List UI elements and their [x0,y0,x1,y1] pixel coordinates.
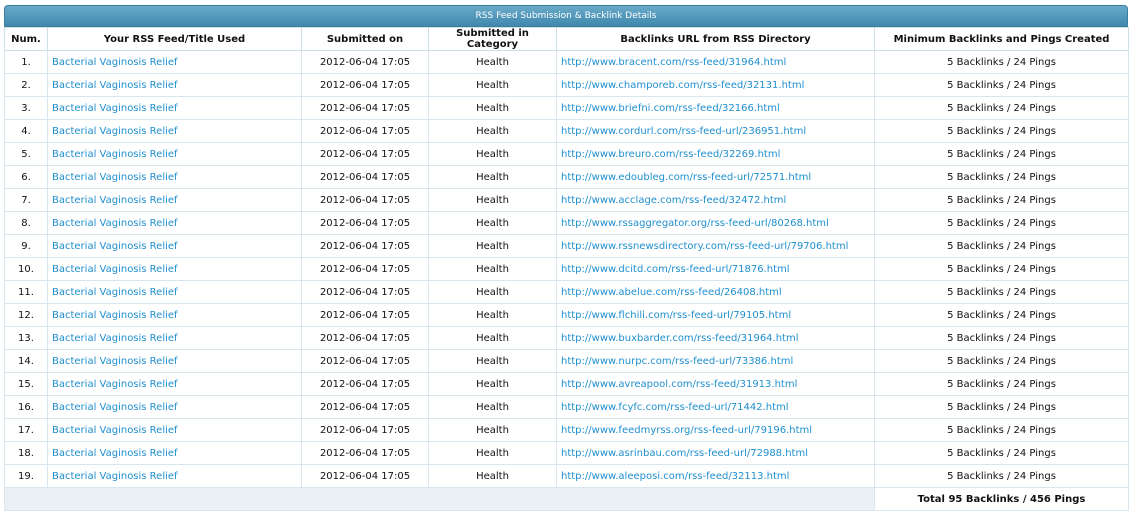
row-backlink-url-cell [557,304,875,327]
row-feed-title-link[interactable]: Bacterial Vaginosis Relief [52,378,178,390]
panel-title: RSS Feed Submission & Backlink Details [4,5,1128,27]
row-minimum: 5 Backlinks / 24 Pings [875,419,1129,442]
row-backlink-url-link[interactable]: http://www.nurpc.com/rss-feed-url/73386.html [561,355,794,367]
row-minimum: 5 Backlinks / 24 Pings [875,350,1129,373]
row-category: Health [429,442,557,465]
row-category: Health [429,235,557,258]
row-feed-title-link[interactable]: Bacterial Vaginosis Relief [52,102,178,114]
row-minimum: 5 Backlinks / 24 Pings [875,143,1129,166]
row-submitted-on: 2012-06-04 17:05 [302,51,429,74]
table-row [5,419,1129,442]
row-backlink-url-cell [557,51,875,74]
table-row [5,120,1129,143]
row-feed-title-link[interactable]: Bacterial Vaginosis Relief [52,263,178,275]
row-feed-title-cell [48,419,302,442]
table-row [5,327,1129,350]
row-submitted-on: 2012-06-04 17:05 [302,189,429,212]
table-header-row [5,28,1129,51]
row-minimum: 5 Backlinks / 24 Pings [875,235,1129,258]
row-backlink-url-cell [557,143,875,166]
row-backlink-url-cell [557,442,875,465]
row-feed-title-link[interactable]: Bacterial Vaginosis Relief [52,401,178,413]
row-category: Health [429,327,557,350]
row-minimum: 5 Backlinks / 24 Pings [875,373,1129,396]
total-spacer [5,488,875,511]
row-num: 16. [5,396,48,419]
row-backlink-url-link[interactable]: http://www.abelue.com/rss-feed/26408.html [561,286,782,298]
table-row [5,212,1129,235]
table-row [5,281,1129,304]
table-row [5,189,1129,212]
row-backlink-url-cell [557,327,875,350]
row-backlink-url-link[interactable]: http://www.briefni.com/rss-feed/32166.html [561,102,780,114]
row-backlink-url-cell [557,465,875,488]
row-submitted-on: 2012-06-04 17:05 [302,327,429,350]
table-row [5,51,1129,74]
row-minimum: 5 Backlinks / 24 Pings [875,212,1129,235]
table-row [5,373,1129,396]
row-num: 9. [5,235,48,258]
table-row [5,235,1129,258]
row-submitted-on: 2012-06-04 17:05 [302,419,429,442]
row-backlink-url-link[interactable]: http://www.avreapool.com/rss-feed/31913.html [561,378,798,390]
row-submitted-on: 2012-06-04 17:05 [302,442,429,465]
row-num: 11. [5,281,48,304]
row-feed-title-link[interactable]: Bacterial Vaginosis Relief [52,79,178,91]
row-minimum: 5 Backlinks / 24 Pings [875,97,1129,120]
row-category: Health [429,281,557,304]
row-num: 2. [5,74,48,97]
row-category: Health [429,350,557,373]
row-num: 18. [5,442,48,465]
table-row [5,465,1129,488]
row-feed-title-cell [48,97,302,120]
column-header-submitted-on: Submitted on [302,28,429,51]
table-row [5,442,1129,465]
total-row [5,488,1129,511]
row-num: 5. [5,143,48,166]
total-summary: Total 95 Backlinks / 456 Pings [875,488,1129,511]
row-num: 19. [5,465,48,488]
row-feed-title-cell [48,465,302,488]
row-feed-title-link[interactable]: Bacterial Vaginosis Relief [52,355,178,367]
row-feed-title-link[interactable]: Bacterial Vaginosis Relief [52,309,178,321]
column-header-num: Num. [5,28,48,51]
row-category: Health [429,304,557,327]
row-backlink-url-cell [557,235,875,258]
row-num: 1. [5,51,48,74]
row-submitted-on: 2012-06-04 17:05 [302,143,429,166]
row-num: 6. [5,166,48,189]
row-category: Health [429,97,557,120]
table-row [5,97,1129,120]
row-category: Health [429,120,557,143]
row-submitted-on: 2012-06-04 17:05 [302,97,429,120]
backlink-table [4,27,1129,511]
row-minimum: 5 Backlinks / 24 Pings [875,258,1129,281]
row-backlink-url-link[interactable]: http://www.feedmyrss.org/rss-feed-url/79196.html [561,424,813,436]
row-minimum: 5 Backlinks / 24 Pings [875,120,1129,143]
row-backlink-url-link[interactable]: http://www.rssnewsdirectory.com/rss-feed-url/79706.html [561,240,849,252]
row-feed-title-cell [48,281,302,304]
row-category: Health [429,212,557,235]
table-row [5,166,1129,189]
row-backlink-url-cell [557,258,875,281]
row-num: 4. [5,120,48,143]
row-feed-title-link[interactable]: Bacterial Vaginosis Relief [52,125,178,137]
row-num: 8. [5,212,48,235]
row-feed-title-cell [48,74,302,97]
row-backlink-url-cell [557,281,875,304]
row-submitted-on: 2012-06-04 17:05 [302,396,429,419]
row-backlink-url-cell [557,419,875,442]
row-category: Health [429,143,557,166]
row-backlink-url-link[interactable]: http://www.rssaggregator.org/rss-feed-url/80268.html [561,217,829,229]
row-feed-title-link[interactable]: Bacterial Vaginosis Relief [52,148,178,160]
table-row [5,143,1129,166]
row-feed-title-cell [48,304,302,327]
row-minimum: 5 Backlinks / 24 Pings [875,465,1129,488]
row-backlink-url-link[interactable]: http://www.breuro.com/rss-feed/32269.html [561,148,781,160]
row-feed-title-link[interactable]: Bacterial Vaginosis Relief [52,240,178,252]
row-num: 14. [5,350,48,373]
row-feed-title-link[interactable]: Bacterial Vaginosis Relief [52,332,178,344]
row-feed-title-cell [48,258,302,281]
row-backlink-url-link[interactable]: http://www.edoubleg.com/rss-feed-url/72571.html [561,171,812,183]
row-minimum: 5 Backlinks / 24 Pings [875,396,1129,419]
row-submitted-on: 2012-06-04 17:05 [302,350,429,373]
column-header-category: Submitted in Category [429,28,557,51]
row-backlink-url-cell [557,120,875,143]
row-feed-title-cell [48,442,302,465]
row-backlink-url-cell [557,373,875,396]
row-backlink-url-link[interactable]: http://www.aleeposi.com/rss-feed/32113.html [561,470,790,482]
row-backlink-url-cell [557,189,875,212]
row-submitted-on: 2012-06-04 17:05 [302,74,429,97]
row-minimum: 5 Backlinks / 24 Pings [875,189,1129,212]
column-header-feed-title: Your RSS Feed/Title Used [48,28,302,51]
row-feed-title-link[interactable]: Bacterial Vaginosis Relief [52,194,178,206]
row-category: Health [429,465,557,488]
row-backlink-url-link[interactable]: http://www.buxbarder.com/rss-feed/31964.html [561,332,799,344]
row-submitted-on: 2012-06-04 17:05 [302,235,429,258]
row-submitted-on: 2012-06-04 17:05 [302,304,429,327]
row-feed-title-link[interactable]: Bacterial Vaginosis Relief [52,470,178,482]
row-category: Health [429,258,557,281]
row-feed-title-cell [48,212,302,235]
row-submitted-on: 2012-06-04 17:05 [302,258,429,281]
row-feed-title-link[interactable]: Bacterial Vaginosis Relief [52,447,178,459]
row-num: 15. [5,373,48,396]
row-backlink-url-cell [557,97,875,120]
row-feed-title-cell [48,143,302,166]
row-minimum: 5 Backlinks / 24 Pings [875,51,1129,74]
column-header-backlink-url: Backlinks URL from RSS Directory [557,28,875,51]
row-minimum: 5 Backlinks / 24 Pings [875,327,1129,350]
row-submitted-on: 2012-06-04 17:05 [302,212,429,235]
row-minimum: 5 Backlinks / 24 Pings [875,304,1129,327]
row-num: 10. [5,258,48,281]
row-feed-title-cell [48,373,302,396]
table-row [5,396,1129,419]
row-submitted-on: 2012-06-04 17:05 [302,120,429,143]
row-feed-title-link[interactable]: Bacterial Vaginosis Relief [52,424,178,436]
row-category: Health [429,419,557,442]
row-minimum: 5 Backlinks / 24 Pings [875,166,1129,189]
row-submitted-on: 2012-06-04 17:05 [302,166,429,189]
row-category: Health [429,373,557,396]
row-feed-title-cell [48,235,302,258]
row-submitted-on: 2012-06-04 17:05 [302,373,429,396]
row-feed-title-cell [48,396,302,419]
row-submitted-on: 2012-06-04 17:05 [302,281,429,304]
row-category: Health [429,51,557,74]
row-num: 17. [5,419,48,442]
row-backlink-url-cell [557,212,875,235]
row-backlink-url-cell [557,350,875,373]
row-category: Health [429,189,557,212]
row-backlink-url-link[interactable]: http://www.flchili.com/rss-feed-url/79105.html [561,309,792,321]
column-header-minimum: Minimum Backlinks and Pings Created [875,28,1129,51]
row-feed-title-cell [48,51,302,74]
row-num: 12. [5,304,48,327]
row-backlink-url-link[interactable]: http://www.dcitd.com/rss-feed-url/71876.html [561,263,790,275]
row-backlink-url-link[interactable]: http://www.champoreb.com/rss-feed/32131.html [561,79,805,91]
row-category: Health [429,396,557,419]
row-minimum: 5 Backlinks / 24 Pings [875,281,1129,304]
table-row [5,350,1129,373]
row-num: 3. [5,97,48,120]
row-feed-title-link[interactable]: Bacterial Vaginosis Relief [52,56,178,68]
row-feed-title-cell [48,189,302,212]
row-feed-title-cell [48,120,302,143]
row-feed-title-cell [48,350,302,373]
row-feed-title-cell [48,327,302,350]
row-feed-title-link[interactable]: Bacterial Vaginosis Relief [52,171,178,183]
row-backlink-url-link[interactable]: http://www.fcyfc.com/rss-feed-url/71442.html [561,401,789,413]
row-feed-title-link[interactable]: Bacterial Vaginosis Relief [52,286,178,298]
row-backlink-url-link[interactable]: http://www.bracent.com/rss-feed/31964.html [561,56,787,68]
row-backlink-url-cell [557,166,875,189]
row-category: Health [429,74,557,97]
row-backlink-url-cell [557,74,875,97]
row-num: 7. [5,189,48,212]
row-feed-title-link[interactable]: Bacterial Vaginosis Relief [52,217,178,229]
row-submitted-on: 2012-06-04 17:05 [302,465,429,488]
table-row [5,258,1129,281]
row-backlink-url-link[interactable]: http://www.asrinbau.com/rss-feed-url/72988.html [561,447,809,459]
row-minimum: 5 Backlinks / 24 Pings [875,74,1129,97]
table-row [5,304,1129,327]
row-backlink-url-cell [557,396,875,419]
row-backlink-url-link[interactable]: http://www.cordurl.com/rss-feed-url/236951.html [561,125,807,137]
row-minimum: 5 Backlinks / 24 Pings [875,442,1129,465]
row-num: 13. [5,327,48,350]
row-backlink-url-link[interactable]: http://www.acclage.com/rss-feed/32472.html [561,194,787,206]
row-feed-title-cell [48,166,302,189]
table-row [5,74,1129,97]
row-category: Health [429,166,557,189]
backlink-details-panel [4,5,1128,511]
